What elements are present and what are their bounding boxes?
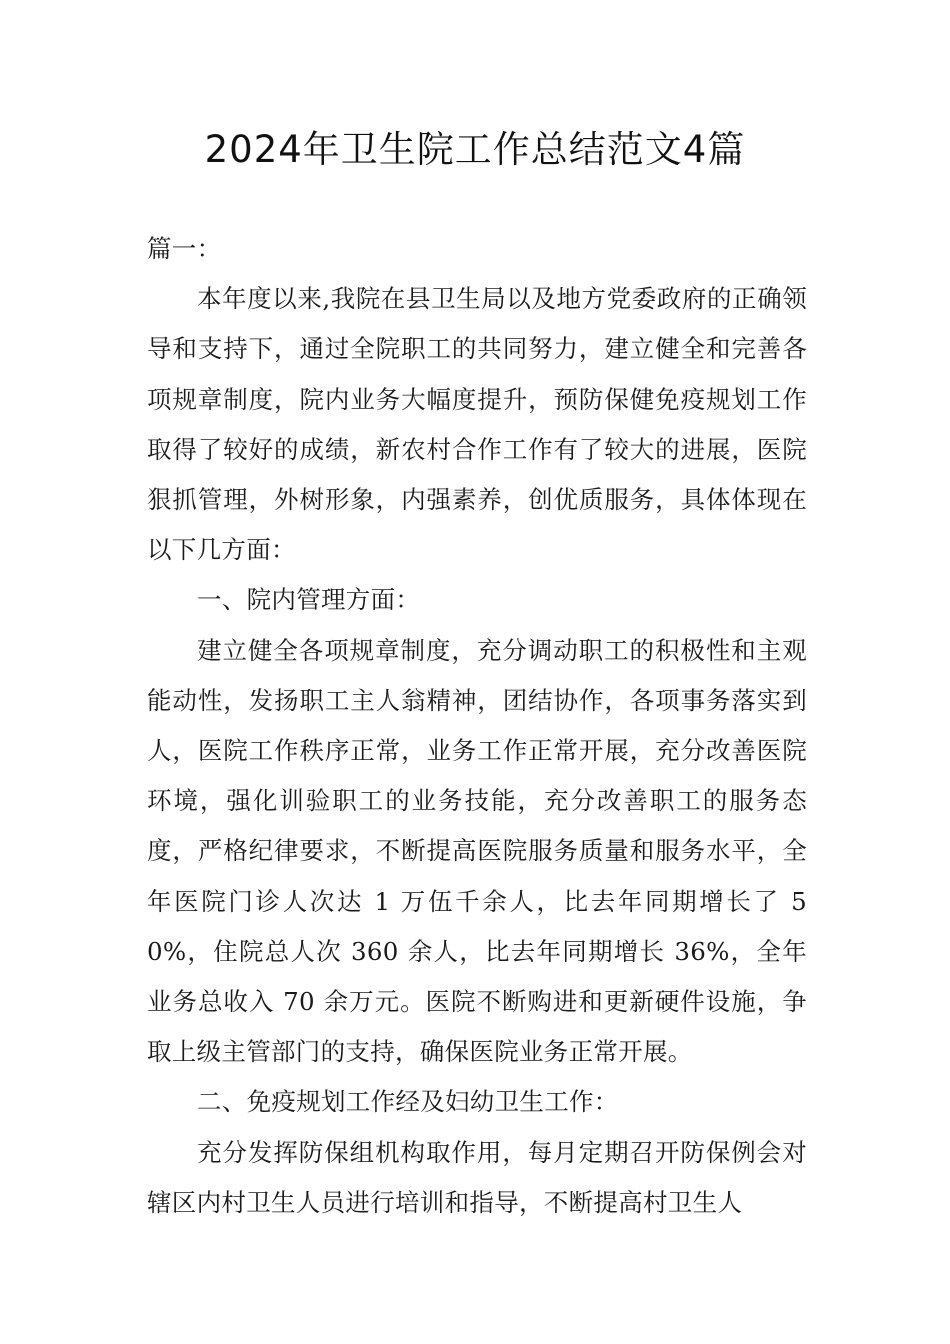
document-title: 2024年卫生院工作总结范文4篇 bbox=[204, 128, 746, 171]
heading-immunization: 二、免疫规划工作经及妇幼卫生工作： bbox=[197, 1087, 619, 1117]
paragraph-internal-management: 建立健全各项规章制度，充分调动职工的积极性和主观能动性，发扬职工主人翁精神，团结协作，各项事务落实到人，医院工作秩序正常，业务工作正常开展，充分改善医院环境，强化训验职工的业务技能，充分改善职工的服务态度，严格纪律要求，不断提高医院服务质量和服务水平，全年医院门诊人次达 1 万伍千余人，比去年同期增长了 50%，住院总人次 360 余人，比去年同期增长 36%，全年业务总收入 70 余万元。医院不断购进和更新硬件设施，争取上级主管部门的支持，确保医院业务正常开展。 bbox=[147, 635, 807, 1067]
document-body bbox=[147, 224, 807, 1228]
heading-internal-management: 一、院内管理方面： bbox=[197, 585, 421, 615]
paragraph-intro: 本年度以来,我院在县卫生局以及地方党委政府的正确领导和支持下，通过全院职工的共同努力，建立健全和完善各项规章制度，院内业务大幅度提升，预防保健免疫规划工作取得了较好的成绩，新农村合作工作有了较大的进展，医院狠抓管理，外树形象，内强素养，创优质服务，具体体现在以下几方面： bbox=[147, 284, 807, 565]
paragraph-immunization: 充分发挥防保组机构取作用，每月定期召开防保例会对辖区内村卫生人员进行培训和指导，不断提高村卫生人 bbox=[147, 1137, 807, 1217]
section-label: 篇一： bbox=[147, 234, 222, 263]
